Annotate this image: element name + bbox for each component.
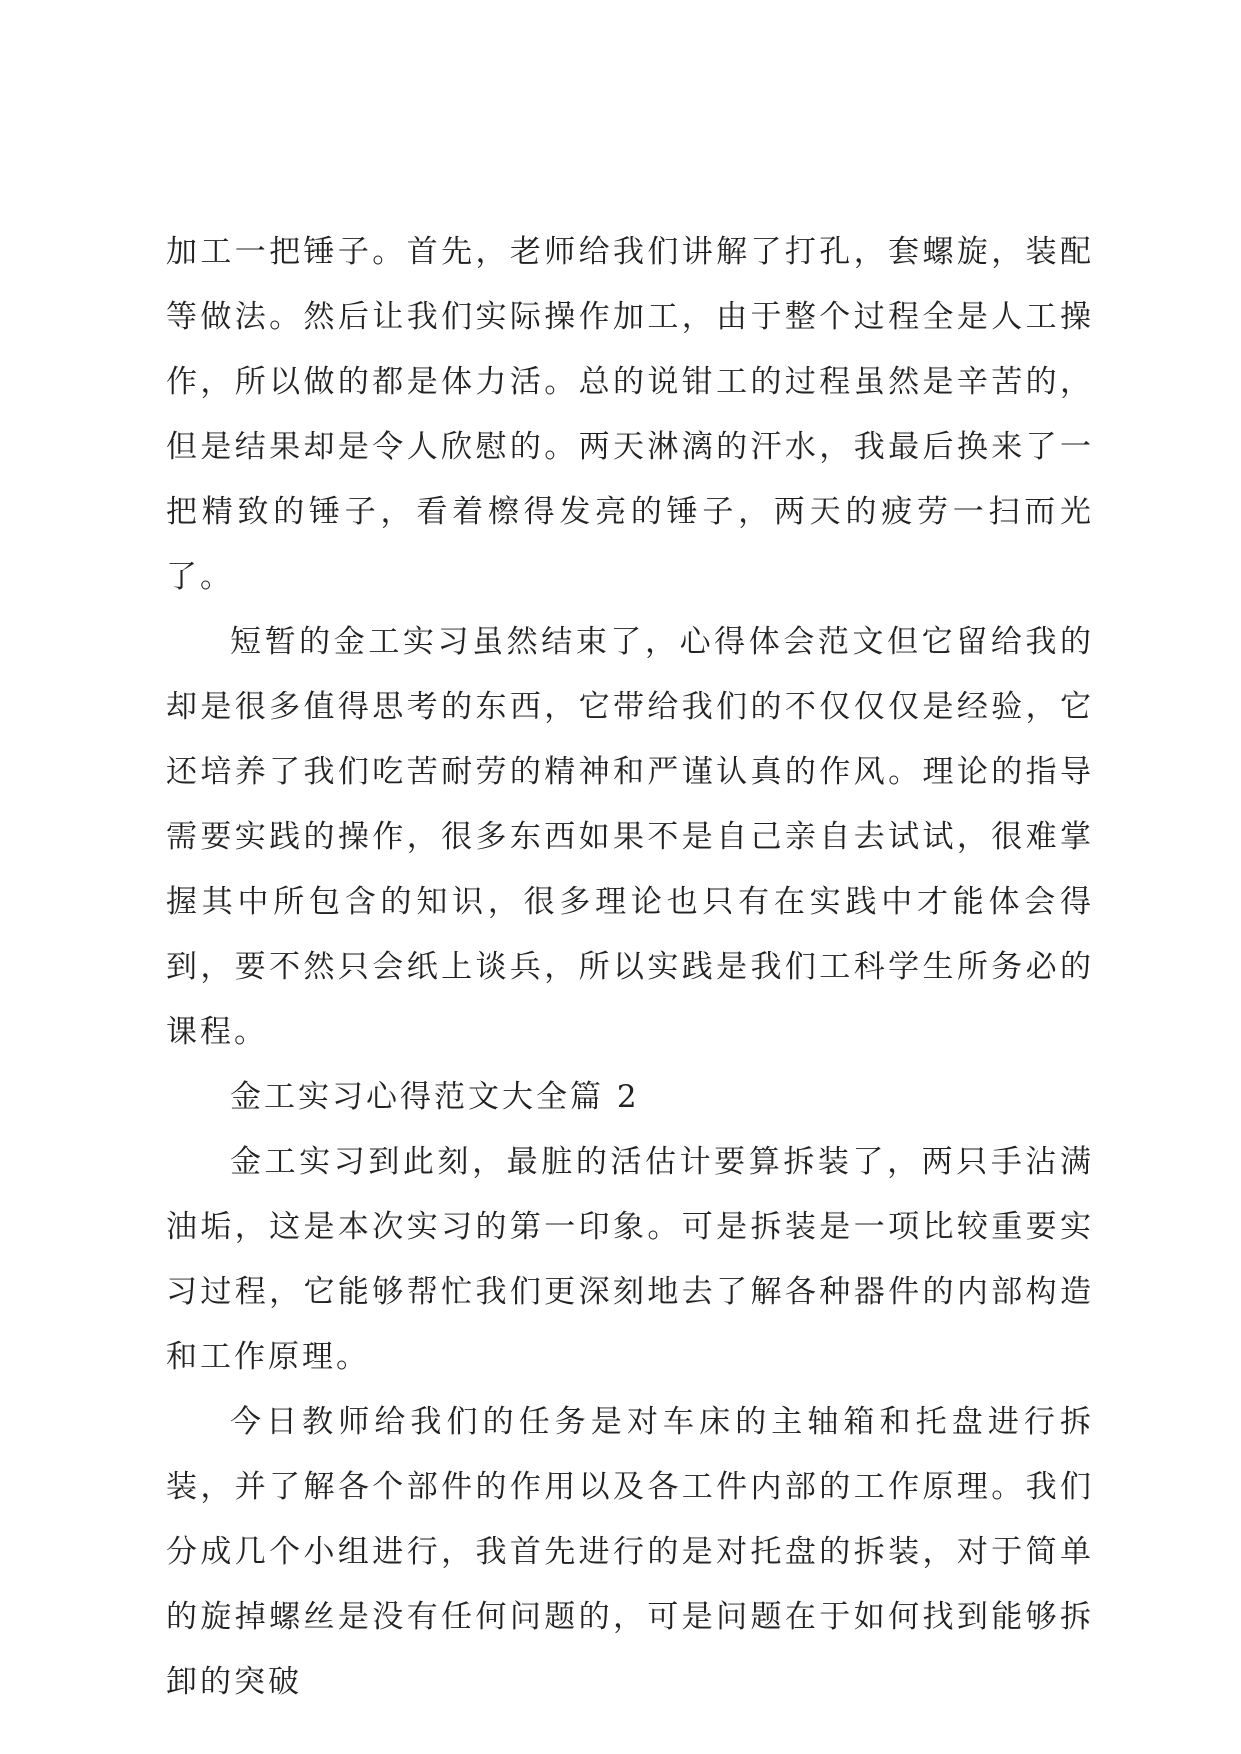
paragraph-summary: 短暂的金工实习虽然结束了，心得体会范文但它留给我的却是很多值得思考的东西，它带给我们的不仅仅仅是经验，它还培养了我们吃苦耐劳的精神和严谨认真的作风。理论的指导需要实践的操作，很多东西如果不是自己亲自去试试，很难掌握其中所包含的知识，很多理论也只有在实践中才能体会得到，要不然只会纸上谈兵，所以实践是我们工科学生所务必的课程。: [166, 624, 1094, 1050]
paragraph-continuation: 加工一把锤子。首先，老师给我们讲解了打孔，套螺旋，装配等做法。然后让我们实际操作加工，由于整个过程全是人工操作，所以做的都是体力活。总的说钳工的过程虽然是辛苦的，但是结果却是令人欣慰的。两天淋漓的汗水，我最后换来了一把精致的锤子，看着檫得发亮的锤子，两天的疲劳一扫而光了。: [166, 234, 1094, 595]
document-body: [166, 220, 1094, 1715]
paragraph-disassembly-intro: 金工实习到此刻，最脏的活估计要算拆装了，两只手沾满油垢，这是本次实习的第一印象。可是拆装是一项比较重要实习过程，它能够帮忙我们更深刻地去了解各种器件的内部构造和工作原理。: [166, 1144, 1094, 1375]
paragraph-disassembly-task: 今日教师给我们的任务是对车床的主轴箱和托盘进行拆装，并了解各个部件的作用以及各工件内部的工作原理。我们分成几个小组进行，我首先进行的是对托盘的拆装，对于简单的旋掉螺丝是没有任何问题的，可是问题在于如何找到能够拆卸的突破: [166, 1404, 1094, 1700]
section-heading: 金工实习心得范文大全篇 2: [230, 1079, 640, 1115]
